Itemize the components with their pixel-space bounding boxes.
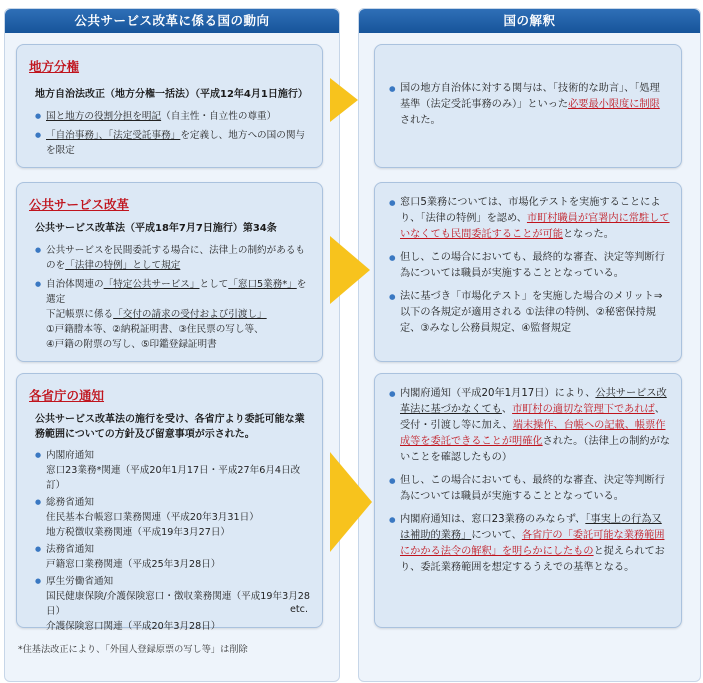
card-title: 公共サービス改革 <box>29 197 130 212</box>
bullet-item: ● 窓口5業務については、市場化テストを実施することにより、「法律の特例」を認め、市町村職員が官署内に常駐していなくても民間委託することが可能となった。 <box>389 195 671 243</box>
arrow-right-icon <box>330 236 370 304</box>
bullet-item: ● 「自治事務」、「法定受託事務」を定義し、地方への国の関与を限定 <box>35 128 312 158</box>
bullet-item: ● 但し、この場合においても、最終的な審査、決定等判断行為については職員が実施することとなっている。 <box>389 250 671 282</box>
card-public-service-reform <box>16 182 323 362</box>
bullet-item: ● 法に基づき「市場化テスト」を実施した場合のメリット⇒以下の各規定が適用される ①法律の特例、②秘密保持規定、③みなし公務員規定、④監督規定 <box>389 289 671 337</box>
card-decentralization <box>16 44 323 168</box>
card-interpretation-3 <box>374 373 682 628</box>
left-column-header: 公共サービス改革に係る国の動向 <box>5 9 339 33</box>
footnote: *住基法改正により、「外国人登録原票の写し等」は削除 <box>18 644 248 655</box>
notice-item: ● 内閣府通知 窓口23業務*関連（平成20年1月17日・平成27年6月4日改訂） <box>35 448 312 493</box>
card-subtitle: 地方自治法改正（地方分権一括法）（平成12年4月1日施行） <box>35 89 308 100</box>
bullet-item: ● 国と地方の役割分担を明記（自主性・自立性の尊重） <box>35 109 312 124</box>
card-title: 各省庁の通知 <box>29 388 105 403</box>
card-title: 地方分権 <box>29 59 80 74</box>
right-column-header: 国の解釈 <box>359 9 700 33</box>
card-subtitle: 公共サービス改革法（平成18年7月7日施行）第34条 <box>35 223 277 234</box>
bullet-item: ● 公共サービスを民間委託する場合に、法律上の制約があるものを「法律の特例」として規定 <box>35 243 312 273</box>
bullet-item: ● 内閣府通知（平成20年1月17日）により、公共サービス改革法に基づかなくても、市町村の適切な管理下であれば、受付・引渡し等に加え、端末操作、台帳への記載、帳票作成等を委託できることが明確化された。（法律上の制約がないことを確認したもの） <box>389 386 671 466</box>
bullet-item: ● 国の地方自治体に対する関与は、「技術的な助言」、「処理基準（法定受託事務のみ）」といった必要最小限度に制限された。 <box>389 81 669 129</box>
bullet-item: ● 内閣府通知は、窓口23業務のみならず、「事実上の行為又は補助的業務」について、各省庁の「委託可能な業務範囲にかかる法令の解釈」を明らかにしたものと捉えられており、委託業務範囲を想定するうえでの基準となる。 <box>389 512 671 576</box>
card-subtitle: 公共サービス改革法の施行を受け、各省庁より委託可能な業務範囲についての方針及び留意事項が示された。 <box>35 414 305 440</box>
bullet-item: ● 但し、この場合においても、最終的な審査、決定等判断行為については職員が実施することとなっている。 <box>389 473 671 505</box>
arrow-right-icon <box>330 452 372 552</box>
bullet-item: ● 自治体関連の「特定公共サービス」として「窓口5業務*」を選定 下記帳票に係る「交付の請求の受付および引渡し」 ①戸籍謄本等、②納税証明書、③住民票の写し等、 ④戸籍の附票の写し、⑤印鑑登録証明書 <box>35 277 312 352</box>
notice-item: ● 厚生労働省通知 国民健康保険/介護保険窓口・徴収業務関連（平成19年3月28日） 介護保険窓口関連（平成20年3月28日） <box>35 574 312 634</box>
notice-item: ● 法務省通知 戸籍窓口業務関連（平成25年3月28日） <box>35 542 312 572</box>
card-interpretation-2 <box>374 182 682 362</box>
card-ministry-notices <box>16 373 323 632</box>
notice-item: ● 総務省通知 住民基本台帳窓口業務関連（平成20年3月31日） 地方税徴収業務関連（平成19年3月27日） <box>35 495 312 540</box>
arrow-right-icon <box>330 78 358 122</box>
card-interpretation-1 <box>374 44 682 168</box>
etc-label: etc. <box>290 604 308 615</box>
